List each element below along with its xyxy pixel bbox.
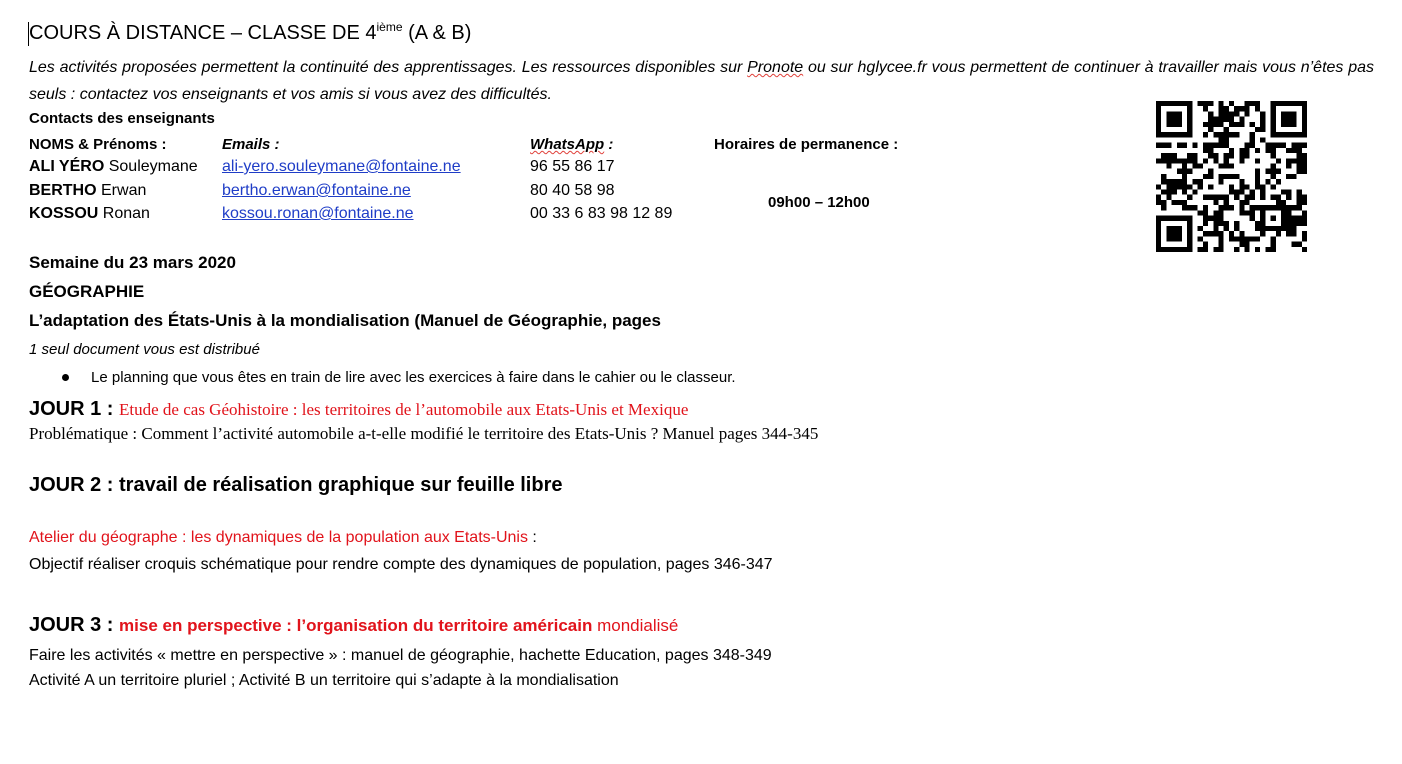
col-header-names: NOMS & Prénoms : bbox=[29, 136, 167, 153]
day3-line2: Activité A un territoire pluriel ; Activité B un territoire qui s’adapte à la mondialisation bbox=[29, 672, 619, 689]
bullet-icon bbox=[62, 374, 69, 381]
teacher-phone: 80 40 58 98 bbox=[530, 182, 615, 199]
day1-heading: JOUR 1 : Etude de cas Géohistoire : les territoires de l’automobile aux Etats-Unis et Mexique bbox=[29, 398, 689, 420]
day2-atelier: Atelier du géographe : les dynamiques de la population aux Etats-Unis : bbox=[29, 529, 537, 546]
day1-problem: Problématique : Comment l’activité automobile a-t-elle modifié le territoire des Etats-Unis ? Manuel pages 344-345 bbox=[29, 424, 819, 443]
contacts-heading: Contacts des enseignants bbox=[29, 110, 215, 127]
teacher-name: KOSSOU Ronan bbox=[29, 205, 150, 222]
bullet-text: Le planning que vous êtes en train de lire avec les exercices à faire dans le cahier ou le classeur. bbox=[91, 369, 736, 386]
teacher-phone: 96 55 86 17 bbox=[530, 158, 615, 175]
page-title: COURS À DISTANCE – CLASSE DE 4ième (A & B) bbox=[29, 20, 472, 44]
lesson-title: L’adaptation des États-Unis à la mondialisation (Manuel de Géographie, pages bbox=[29, 311, 661, 330]
day3-line1: Faire les activités « mettre en perspective » : manuel de géographie, hachette Education, pages 348-349 bbox=[29, 647, 772, 664]
pronote-link[interactable]: Pronote bbox=[747, 59, 804, 76]
intro-paragraph: Les activités proposées permettent la continuité des apprentissages. Les ressources disponibles sur Pronote ou sur hglycee.fr vous permettent de continuer à travailler mais vous n’êtes pas seuls : contactez vos enseignants et vos amis si vous avez des difficultés. bbox=[29, 59, 1374, 103]
col-header-hours: Horaires de permanence : bbox=[714, 136, 899, 153]
teacher-email-link[interactable]: ali-yero.souleymane@fontaine.ne bbox=[222, 158, 461, 175]
day2-heading: JOUR 2 : travail de réalisation graphique sur feuille libre bbox=[29, 474, 563, 496]
col-header-whatsapp: WhatsApp : bbox=[530, 136, 614, 153]
week-label: Semaine du 23 mars 2020 bbox=[29, 253, 236, 272]
teacher-email-link[interactable]: kossou.ronan@fontaine.ne bbox=[222, 205, 414, 222]
subject-heading: GÉOGRAPHIE bbox=[29, 282, 145, 301]
office-hours: 09h00 – 12h00 bbox=[768, 194, 870, 211]
document-note: 1 seul document vous est distribué bbox=[29, 341, 260, 358]
day2-objective: Objectif réaliser croquis schématique pour rendre compte des dynamiques de population, pages 346-347 bbox=[29, 556, 773, 573]
qr-code-icon bbox=[1156, 101, 1307, 252]
col-header-emails: Emails : bbox=[222, 136, 280, 153]
teacher-name: ALI YÉRO Souleymane bbox=[29, 158, 198, 175]
teacher-name: BERTHO Erwan bbox=[29, 182, 147, 199]
teacher-email-link[interactable]: bertho.erwan@fontaine.ne bbox=[222, 182, 411, 199]
day3-heading: JOUR 3 : mise en perspective : l’organisation du territoire américain mondialisé bbox=[29, 614, 679, 636]
teacher-phone: 00 33 6 83 98 12 89 bbox=[530, 205, 673, 222]
